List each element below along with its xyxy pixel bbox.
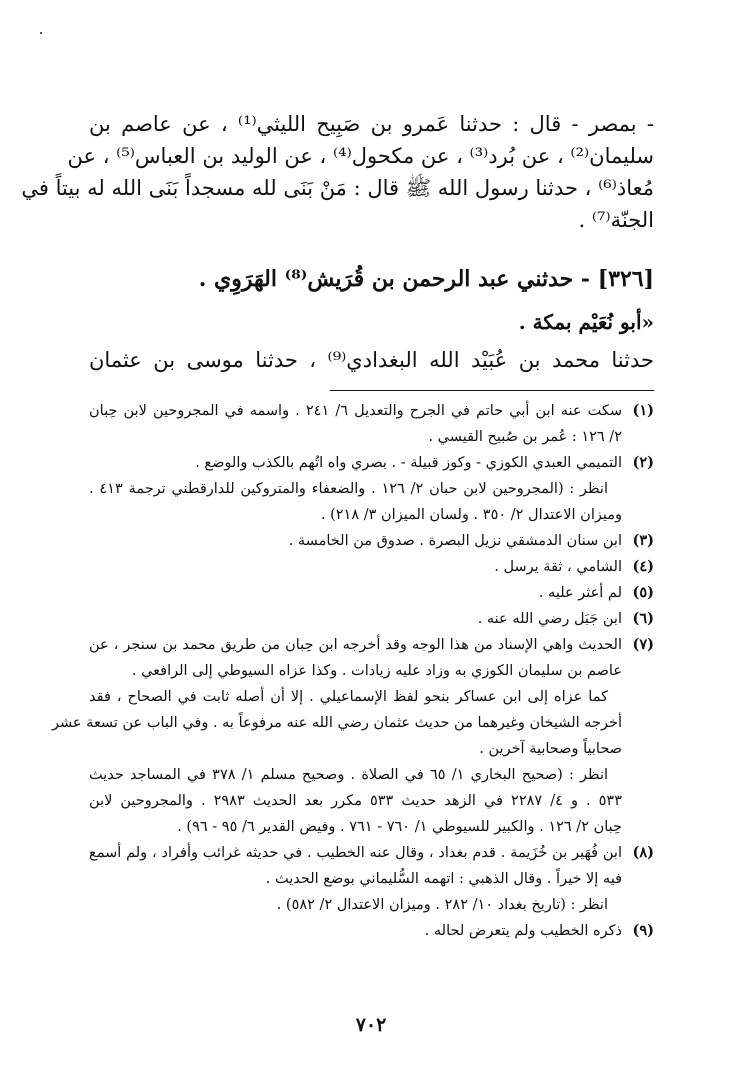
- footnote-number: (٣): [632, 532, 654, 549]
- footnote-number: (١): [632, 402, 654, 419]
- footnote: [89, 580, 654, 606]
- footnote: [89, 528, 654, 554]
- footnote-line: كما عزاه إلى ابن عساكر بنحو لفظ الإسماعيلي . إلا أن أصله ثابت في الصحاح ، فقد: [89, 689, 608, 705]
- footnote: [89, 450, 654, 528]
- footnote-line: انظر : (صحيح البخاري ١/ ٦٥ في الصلاة . وصحيح مسلم ١/ ٣٧٨ في المساجد حديث: [89, 767, 609, 783]
- footnote-line: انظر : (تاريخ بغداد ١٠/ ٢٨٢ . وميزان الاعتدال ٢/ ٥٨٢) .: [276, 897, 608, 913]
- narration-heading: [٣٢٦] - حدثني عبد الرحمن بن قُرَيش⁽⁸⁾ الهَرَوِي .: [198, 266, 654, 292]
- main-text-line: الجنّة⁽⁷⁾ .: [578, 208, 654, 232]
- main-text-line: - بمصر - قال : حدثنا عَمرو بن صَبِيح الليثي⁽¹⁾ ، عن عاصم بن: [89, 112, 654, 136]
- footnote-line: الحديث واهي الإسناد من هذا الوجه وقد أخرجه ابن حِبان من طريق محمد بن سنجر ، عن: [89, 637, 622, 653]
- footnote-line: صحابياً وصحابية آخرين .: [479, 741, 622, 757]
- footnotes: [51, 398, 654, 944]
- footnote-line: انظر : (المجروحين لابن حبان ٢/ ١٢٦ . والضعفاء والمتروكين للدارقطني ترجمة ٤١٣ .: [89, 481, 608, 497]
- footnote-line: ٥٣٣ . و ٤/ ٢٢٨٧ في الزهد حديث ٥٣٣ مكرر بعد الحديث ٢٩٨٣ . والمجروحين لابن: [89, 793, 622, 809]
- footnote-line: سكت عنه ابن أبي حاتم في الجرح والتعديل ٦/ ٢٤١ . واسمه في المجروحين لابن حِبان: [89, 403, 623, 419]
- footnote-line: أخرجه الشيخان وغيرهما من حديث عثمان رضي الله عنه مرفوعاً به . وفي الباب عن تسعة عشر: [51, 715, 622, 731]
- footnote-number: (٩): [632, 922, 654, 939]
- footnote-line: ٢/ ١٢٦ : عُمر بن صُبيح القيسي .: [428, 429, 622, 445]
- footnote: [89, 918, 654, 944]
- main-text-continuation: حدثنا محمد بن عُبَيْد الله البغدادي⁽⁹⁾ ، حدثنا موسى بن عثمان: [89, 348, 654, 372]
- footnote-line: التميمي العبدي الكوزي - وكوز قبيلة - . بصري واه اتُهم بالكذب والوضع .: [195, 455, 622, 471]
- main-text-line: سليمان⁽²⁾ ، عن بُرد⁽³⁾ ، عن مكحول⁽⁴⁾ ، عن الوليد بن العباس⁽⁵⁾ ، عن: [67, 144, 654, 168]
- footnote: [89, 398, 654, 450]
- footnote-number: (٢): [632, 454, 654, 471]
- footnote-line: ذكره الخطيب ولم يتعرض لحاله .: [424, 923, 622, 939]
- main-text: [21, 108, 654, 236]
- footnote: [89, 554, 654, 580]
- footnote-line: حِبان ٢/ ١٢٦ . والكبير للسيوطي ١/ ٧٦٠ - ٧٦١ . وفيض القدير ٦/ ٩٥ - ٩٦) .: [177, 819, 622, 835]
- footnote: [51, 632, 654, 840]
- footnote-line: ابن جَبَل رضي الله عنه .: [477, 611, 622, 627]
- main-text-line: مُعاذ⁽⁶⁾ ، حدثنا رسول الله ﷺ قال : مَنْ بَنَى لله مسجداً بَنَى الله له بيتاً في: [21, 176, 654, 200]
- footnote: [89, 606, 654, 632]
- footnote-line: ابن سنان الدمشقي نزيل البصرة . صدوق من الخامسة .: [288, 533, 622, 549]
- narration-subheading: «أبو نُعَيْم بمكة .: [518, 310, 654, 334]
- footnote-line: فيه إلا خيراً . وقال الذهبي : اتهمه السُّليماني بوضع الحديث .: [265, 871, 622, 887]
- footnote-line: لم أعثر عليه .: [538, 585, 622, 601]
- footnote-separator: [330, 390, 654, 391]
- page-number: ٧٠٢: [355, 1014, 387, 1036]
- scan-speck: [40, 32, 42, 34]
- footnote-line: ابن فُهَير بن خُزَيمة . قدم بغداد ، وقال عنه الخطيب . في حديثه غرائب وأفراد ، ولم أسمع: [89, 845, 622, 861]
- footnote-number: (٧): [632, 636, 654, 653]
- footnote-number: (٨): [632, 844, 654, 861]
- footnote-number: (٥): [632, 584, 654, 601]
- footnote-number: (٦): [632, 610, 654, 627]
- footnote: [89, 840, 654, 918]
- footnote-line: عاصم بن سليمان الكوزي به وزاد عليه زيادات . وكذا عزاه السيوطي إلى الرافعي .: [131, 663, 622, 679]
- footnote-number: (٤): [632, 558, 654, 575]
- footnote-line: الشامي ، ثقة يرسل .: [494, 559, 622, 575]
- footnote-line: وميزان الاعتدال ٢/ ٣٥٠ . ولسان الميزان ٣/ ٢١٨) .: [320, 507, 622, 523]
